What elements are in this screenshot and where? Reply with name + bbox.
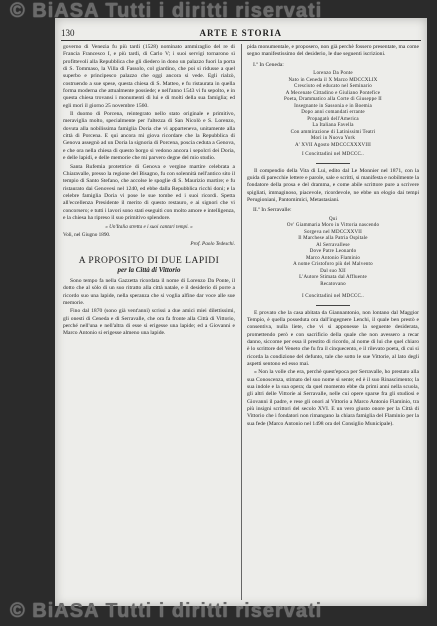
- inscription-line: Poeta, Drammatico alla Corte di Giuseppe II: [284, 97, 382, 103]
- right-column: [247, 44, 419, 429]
- left-paragraph-2: Il duomo di Porcena, reintegrato nello stato originale e primitivo, meraviglia molto, specialmente per l'altezza di San Nicolò e S. Lorenzo, dovuta alla nobilissima famiglia Doria che vi apparteneva, unitamente alla città di Porcena. E qui ancora mi giova ricordare che la Repubblica di Genova assegnò ad un Doria la signoria di Porcena, poscia ceduta a Genova, e che ora nella chiesa di questo borgo si vedono ancora i sepolcri dei Doria, e delle lapidi, e delle memorie che mi parvero degne del mio studio.: [63, 111, 235, 162]
- inscription-line: Dove Patre Leonardo: [309, 249, 357, 255]
- inscription-label-2: II.º In Serravalle:: [253, 207, 292, 214]
- inscription-credit: I Concittadini nel MDCCC..: [301, 294, 364, 300]
- inscription-line: A nome Cristoforo più del Malvento: [293, 262, 373, 268]
- inscription-line: Marco Antonio Flaminio: [305, 255, 361, 261]
- watermark-bottom: © BiASA Tutti i diritti riservati: [10, 600, 323, 622]
- right-paragraph-2: Il compendio della Vita di Lui, edito dal Le Monnier nel 1871, con la guida di parecchie lettere e parole, sale e scritti, si manifesta e nobilmente la fondatore della prosa e del dramma, e come abile scrittore pure a scrivere spigliati, immaginoso, piacevole, ricordevole, ne ebbe un elogio dai tempi Perugioniani, Pantomimici, Metastasiani.: [247, 167, 419, 203]
- left-paragraph-3: Santa Rufemia protettrice di Genova e vergine martire celebrata a Chiaravalle, presso la regione del Bisagno, fu con solennità nell'antico sito il tempio di Santo Stefano, che accolse le spoglie di S. Maurizio martire; e fu ristaurato dai Genovesi nel 1240, ed ebbe dalla Repubblica ricchi doni; e la celebre famiglia Doria vi pose le sue tombe ed i suoi ricordi. Spetta all'eccellenza Presidente il merito di questo restauro, e ai signori che vi concorsero; e tutti i lavori sono stati eseguiti con molto amore e intelligenza, e la chiesa ha ripreso il suo primitivo splendore.: [63, 163, 235, 221]
- right-paragraph-4: « Non la volle che era, perchè quest'epoca per Serravalle, ho prestato alla sua Conoscenza, stimato del suo nome si sente; ed è il suo Rinascimento; la sua indole e la sua opera; da quel momento ebbe da primi anni nella scuola, gli altri delle Vittorie ai Serravalle, nelle cui opere sparse fra gli studiosi e Giovanni il padre, e rese gli onori al Vittorio a Marco Antonio Flaminio, tra più insigni scrittori del secolo XVI. E un vero giusto onore per la Città di Vittorio che i fondatori non rimangano la chiara famiglia del Flaminio per la sua fede (Marco Antonio nel 1498 ora del Consiglio Municipale).: [247, 369, 419, 427]
- watermark-top: © BiASA Tutti i diritti riservati: [10, 0, 323, 22]
- inscription-serravalle: [247, 217, 419, 301]
- left-paragraph-4: Sono tempo fa nella Gazzetta ricordata il nome di Lorenzo Da Ponte, il dotto che al sòlo di un suo ritratto alla città natale, e il desiderio di porre a ricordo suo una lapide, nella speranza che si voglia alfine dar voce alle sue memorie.: [63, 277, 235, 306]
- separator-rule: [316, 163, 350, 164]
- inscription-line: Dal suo XII: [320, 268, 346, 274]
- signoff-line: « Un'Italia stretta e i suoi cantari tempi. »: [105, 224, 193, 231]
- separator-rule: [316, 305, 350, 306]
- section-title: A PROPOSITO DI DUE LAPIDI: [78, 256, 220, 267]
- inscription-line: Qui: [328, 216, 338, 222]
- left-paragraph-1: governo di Venezia fu più tardi (1528) nominato ammiraglio del re di Francia Francesco I, e più tardi, di Carlo V; i suoi servigi tornarono sì profittevoli alla Repubblica che gli diedero in dono un palazzo fuori la porta di S. Tommaso, la Villa di Fassolo, col giardino, che poi si ridusse a quel superbo e principesco palazzo che oggi ancora si vede. Egli rialzò, costruendo a sue spese, questa chiesa di S. Matteo, e fu ristaurata in quella forma moderna che attualmente possiede; e nell'anno 1543 vi fu sepolto, e in questa chiesa trovansi i monumenti di lui e di molti della sua famiglia; ed egli morì il giorno 25 novembre 1560.: [63, 44, 235, 109]
- page-header: [61, 22, 421, 38]
- inscription-line: Nato in Ceneda il X Marzo MDCCXLIX: [288, 77, 378, 83]
- left-column: [63, 44, 235, 339]
- inscription-line: Dopo anni comandati errante: [301, 110, 365, 116]
- author-signature: Prof. Paolo Tedeschi.: [190, 240, 235, 247]
- inscription-credit: I Concittadini nel MDCCC..: [301, 152, 364, 158]
- right-paragraph-1: pida monumentale, e proposero, non già perchè fossero presentate, ma come segno manifestissimo del desiderio, le due seguenti iscrizioni.: [247, 44, 419, 58]
- running-title: ARTE E STORIA: [199, 28, 283, 38]
- inscription-line: Propagatò dell'America: [307, 116, 359, 122]
- inscription-line: Cresciuto ed educato nel Seminario: [294, 84, 372, 90]
- header-rule: [61, 40, 421, 41]
- inscription-line: Lorenzo Da Ponte: [313, 71, 353, 77]
- left-paragraph-5: Fino dal 1870 (sono già vent'anni) scrissi a due amici miei dilettissimi, gli onesti di Ceneda e di Serravalle, che ora fa fronte alla Città di Vittorio, perché nell'una e nell'altra di esse si erigesse una lapide; ed a Giovanni e Marco Antonio si erigesse almeno una lapide.: [63, 308, 235, 337]
- scanned-page: [55, 18, 427, 606]
- right-paragraph-3: E provato che la casa abitata da Giannantonio, non lontano dal Maggior Tempio, è quella posseduta ora dall'ingegnere Lenchi, il quale ben prestò e consentiva, nulla liete, che vi si apponesse la seguente desiderata, promettendo però e con sacrificio della quale che non avessero a recar danno, siccome per essa il prestito di ricordo, al nome di lui che quel chiaro è lo scrittore del Veneto che fu fra il cinquecento, e il rilevato poeta, di cui si ricorda la condizione del defunto, tale che sotto le sue Vittorie, al lato degli aspetti sentono ed esso mai.: [247, 309, 419, 367]
- section-subtitle: per la Città di Vittorio: [117, 265, 181, 274]
- inscription-line: Insegnante in Sassonia e in Boemia: [294, 103, 372, 109]
- inscription-ceneda: [247, 71, 419, 159]
- inscription-line: Al Serravallese: [316, 242, 350, 248]
- inscription-line: A' XVII Agosto MDCCCXXXVIII: [295, 142, 371, 148]
- column-divider: [241, 44, 242, 600]
- inscription-line: A Mecenate Cittadino e Giuliano Pontefice: [285, 90, 381, 96]
- inscription-line: Recatovano: [320, 281, 346, 287]
- page-number: 130: [61, 28, 75, 38]
- inscription-label-1: I.º In Ceneda:: [253, 61, 284, 68]
- inscription-line: Morì in Nuova York: [310, 136, 356, 142]
- date-line: Voli, nel Giugno 1890.: [63, 231, 111, 238]
- inscription-line: La Italiana Favella: [312, 123, 354, 129]
- inscription-line: Sorgeva nel MDCCXXVII: [304, 229, 362, 235]
- inscription-line: Il Marchese alla Patria Ospitale: [298, 236, 368, 242]
- inscription-line: Ov' Giammaria Moro in Vittoria nascendo: [286, 223, 380, 229]
- inscription-line: L'Autore Stimata dal Affluente: [299, 275, 367, 281]
- inscription-line: Con ammirazione di Latinissimi Teatri: [290, 129, 376, 135]
